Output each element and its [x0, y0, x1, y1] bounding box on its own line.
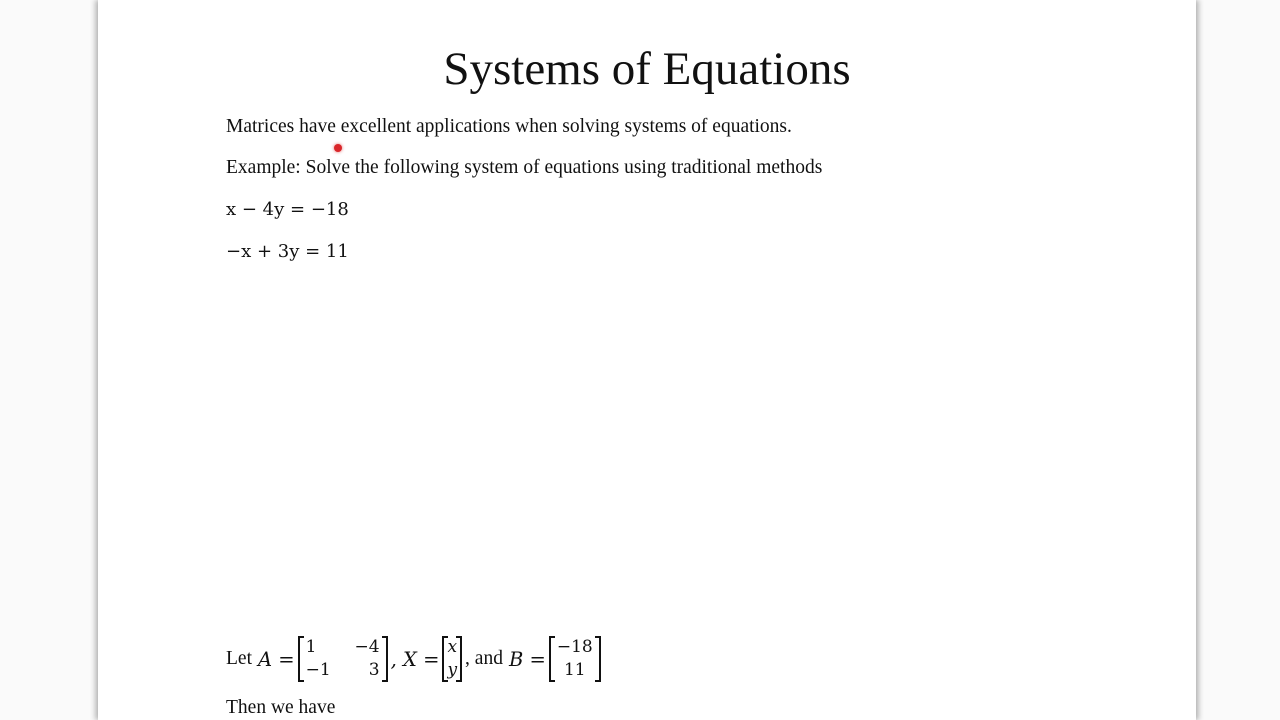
matrix-a-cell: 3 [368, 660, 380, 680]
matrix-a [298, 636, 388, 682]
equation-2: −x + 3y = 11 [226, 241, 349, 262]
b-label: B = [508, 647, 546, 671]
matrix-a-cell: −4 [354, 637, 380, 657]
page-title [98, 42, 1196, 96]
matrix-b-cell: −18 [556, 637, 593, 657]
and-label: , and [465, 648, 503, 669]
matrix-b-cell: 11 [563, 660, 586, 680]
equation-1: x − 4y = −18 [226, 199, 349, 220]
then-text: Then we have [226, 697, 336, 718]
laser-pointer-dot [334, 144, 342, 152]
matrix-b [549, 636, 601, 682]
let-label: Let [226, 648, 252, 669]
a-label: A = [257, 647, 295, 671]
matrix-a-cell: 1 [305, 637, 317, 657]
example-text: Example: Solve the following system of equations using traditional methods [226, 157, 823, 178]
x-label: , X = [390, 647, 440, 671]
title-text: Systems of Equations [443, 43, 851, 95]
matrix-definitions [226, 636, 604, 682]
matrix-a-cell: −1 [305, 660, 331, 680]
matrix-x-cell: y [447, 660, 458, 680]
intro-text: Matrices have excellent applications when solving systems of equations. [226, 116, 792, 137]
document-page [98, 0, 1196, 720]
matrix-x [442, 636, 462, 682]
matrix-x-cell: x [447, 637, 458, 657]
